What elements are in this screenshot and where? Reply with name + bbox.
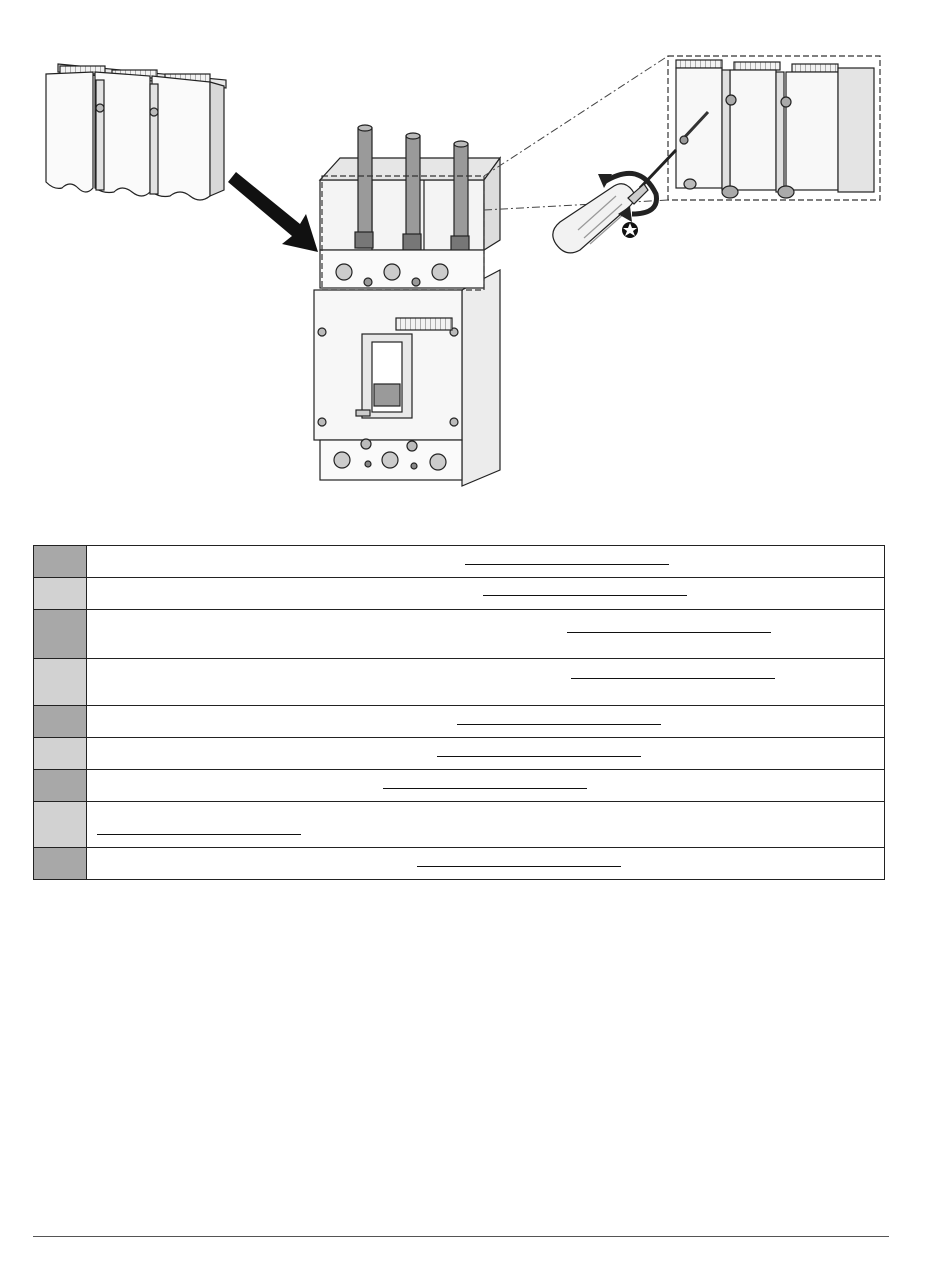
table-row	[34, 770, 885, 802]
circuit-breaker-icon	[314, 125, 500, 486]
language-code-cell	[34, 546, 87, 578]
language-text-cell	[87, 848, 885, 880]
table-row	[34, 848, 885, 880]
language-text-cell	[87, 578, 885, 610]
footer-rule	[33, 1236, 889, 1237]
language-code-cell	[34, 770, 87, 802]
language-code-cell	[34, 706, 87, 738]
placeholder-line	[417, 866, 621, 867]
language-code-cell	[34, 610, 87, 659]
language-table	[33, 545, 885, 880]
language-code-cell	[34, 848, 87, 880]
installation-illustration	[0, 0, 950, 520]
language-code-cell	[34, 738, 87, 770]
table-row	[34, 578, 885, 610]
detail-view	[668, 56, 880, 200]
insert-arrow-icon	[228, 172, 318, 252]
placeholder-line	[483, 595, 687, 596]
placeholder-line	[383, 788, 587, 789]
placeholder-line	[457, 724, 661, 725]
table-row	[34, 738, 885, 770]
placeholder-line	[567, 632, 771, 633]
table-row	[34, 659, 885, 706]
table-row	[34, 546, 885, 578]
language-code-cell	[34, 802, 87, 848]
language-text-cell	[87, 546, 885, 578]
table-row	[34, 802, 885, 848]
language-code-cell	[34, 578, 87, 610]
table-row	[34, 610, 885, 659]
language-code-cell	[34, 659, 87, 706]
placeholder-line	[571, 678, 775, 679]
language-text-cell	[87, 659, 885, 706]
torx-icon	[622, 222, 638, 238]
language-text-cell	[87, 706, 885, 738]
language-text-cell	[87, 738, 885, 770]
language-text-cell	[87, 802, 885, 848]
placeholder-line	[437, 756, 641, 757]
table-row	[34, 706, 885, 738]
placeholder-line	[97, 834, 301, 835]
terminal-cover-icon	[46, 64, 226, 200]
placeholder-line	[465, 564, 669, 565]
language-text-cell	[87, 610, 885, 659]
language-text-cell	[87, 770, 885, 802]
